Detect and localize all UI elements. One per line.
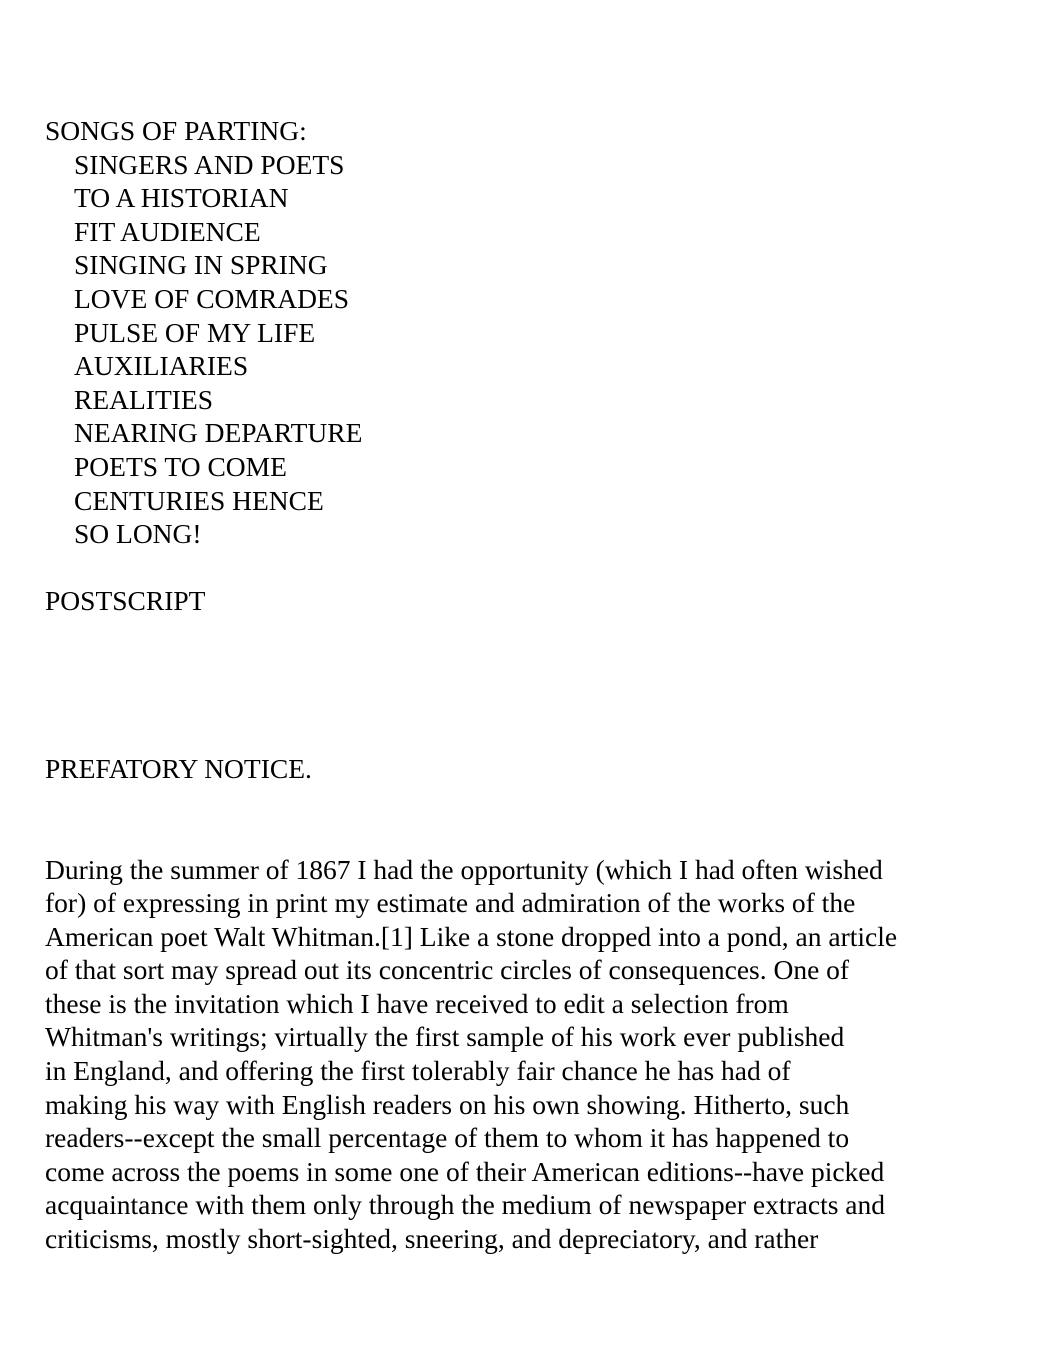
- body-line: in England, and offering the first tolerably fair chance he has had of: [45, 1055, 791, 1087]
- toc-item: SINGING IN SPRING: [74, 249, 328, 281]
- toc-item: AUXILIARIES: [74, 350, 249, 382]
- body-line: criticisms, mostly short-sighted, sneering, and depreciatory, and rather: [45, 1223, 819, 1255]
- notice-heading: PREFATORY NOTICE.: [45, 752, 312, 784]
- toc-list: [45, 148, 1005, 551]
- body-line: making his way with English readers on his own showing. Hitherto, such: [45, 1088, 850, 1120]
- body-line: During the summer of 1867 I had the opportunity (which I had often wished: [45, 853, 883, 885]
- toc-item: POETS TO COME: [74, 450, 287, 482]
- body-line: Whitman's writings; virtually the first sample of his work ever published: [45, 1021, 845, 1053]
- body-line: of that sort may spread out its concentric circles of consequences. One of: [45, 954, 850, 986]
- toc-item: REALITIES: [74, 383, 214, 415]
- toc-section-title: SONGS OF PARTING:: [45, 115, 307, 146]
- spacer: [45, 618, 1005, 752]
- notice-body: [45, 853, 1005, 1256]
- toc-item: SO LONG!: [74, 518, 202, 550]
- toc-postscript: POSTSCRIPT: [45, 585, 206, 617]
- body-line: for) of expressing in print my estimate and admiration of the works of the: [45, 887, 856, 919]
- body-line: these is the invitation which I have received to edit a selection from: [45, 987, 789, 1019]
- body-line: come across the poems in some one of their American editions--have picked: [45, 1155, 885, 1187]
- spacer: [45, 551, 1005, 585]
- toc-item: PULSE OF MY LIFE: [74, 316, 316, 348]
- body-line: acquaintance with them only through the medium of newspaper extracts and: [45, 1189, 886, 1221]
- document-page: [45, 114, 1005, 1256]
- toc-item: CENTURIES HENCE: [74, 484, 324, 516]
- toc-item: TO A HISTORIAN: [74, 182, 289, 214]
- toc-item: LOVE OF COMRADES: [74, 282, 350, 314]
- toc-item: FIT AUDIENCE: [74, 215, 261, 247]
- spacer: [45, 786, 1005, 853]
- toc-item: NEARING DEPARTURE: [74, 417, 363, 449]
- body-line: readers--except the small percentage of them to whom it has happened to: [45, 1122, 850, 1154]
- toc-item: SINGERS AND POETS: [74, 148, 345, 180]
- body-line: American poet Walt Whitman.[1] Like a stone dropped into a pond, an article: [45, 920, 898, 952]
